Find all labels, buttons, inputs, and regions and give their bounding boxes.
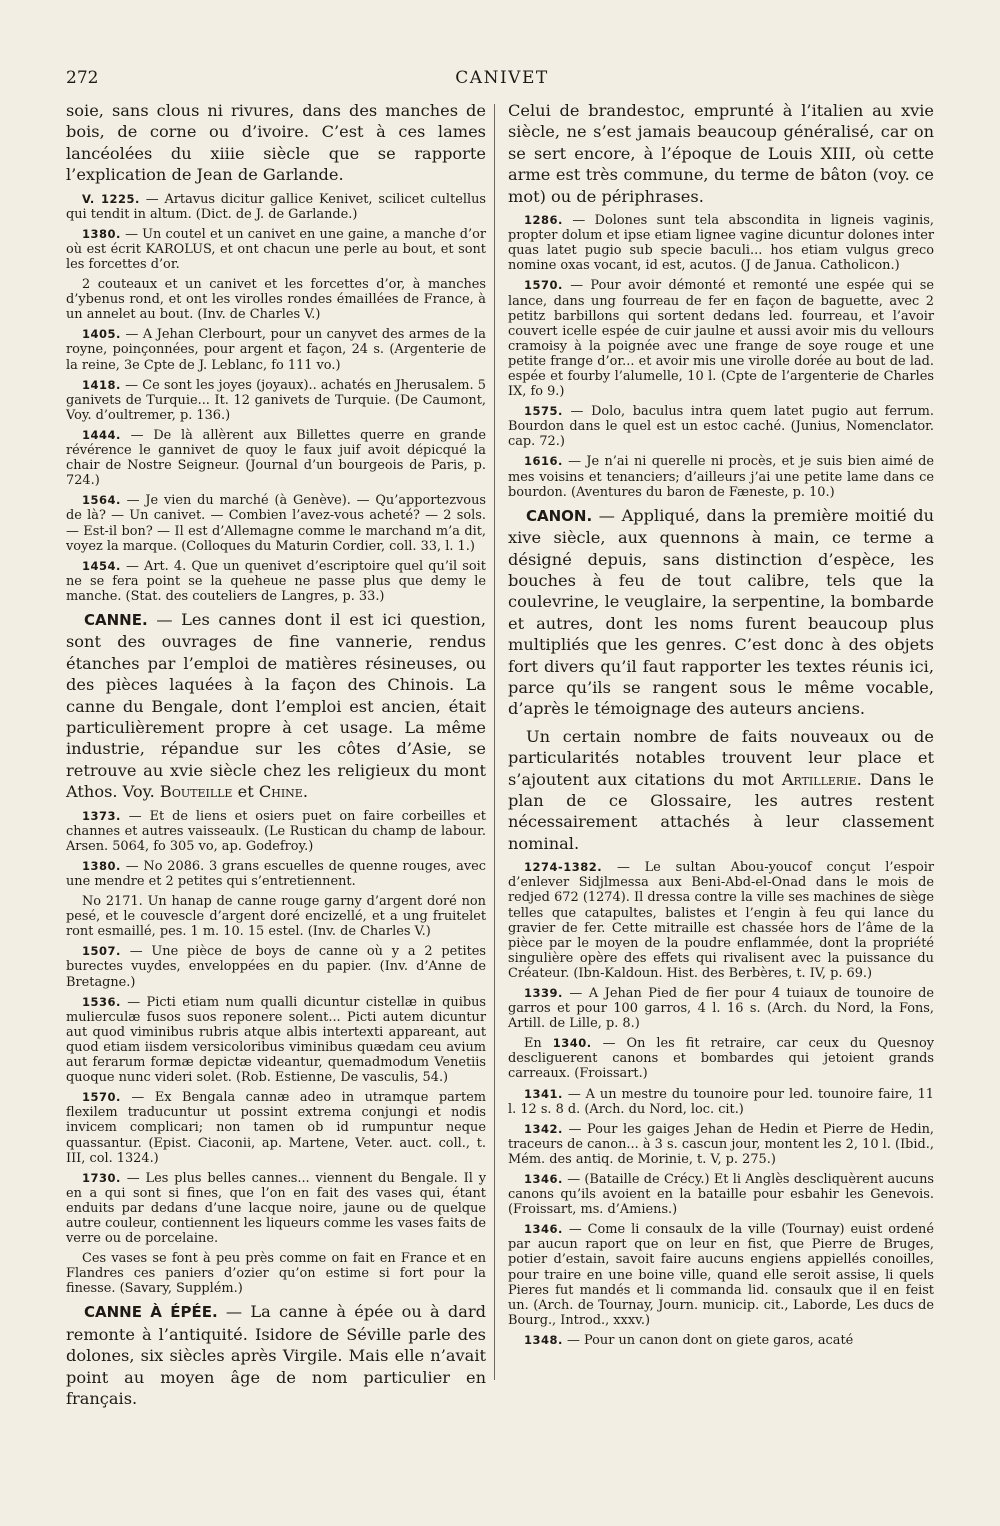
citation-1380-canne-cont: No 2171. Un hanap de canne rouge garny d’argent doré non pesé, et le couvescle d’argent doré encizellé, et a ung fruitelet ront esmaillé, pes. 1 m. 10. 15 estel. (Inv. de Charles V.): [66, 894, 486, 940]
citation-1570: 1570. — Pour avoir démonté et remonté une espée qui se lance, dans ung fourreau de fer en façon de baguette, avec 2 petitz barbillons qui sortent dedans led. fourreau, et l’avoir couvert icelle espée de cuir jaulne et aussi avoir mis du vellours cramoisy à la poignée avec une frange de soye rouge et une petite frange d’or... et avoir mis une virolle dorée au bout de lad. espée et fourby l’alumelle, 10 l. (Cpte de l’argenterie de Charles IX, fo 9.): [508, 278, 934, 400]
column-divider: [494, 104, 495, 1380]
citation-1342: 1342. — Pour les gaiges Jehan de Hedin et Pierre de Hedin, traceurs de canon... à 3 s. cascun jour, montent les 2, 10 l. (Ibid., Mém. des antiq. de Morinie, t. V, p. 275.): [508, 1121, 934, 1167]
left-column: [66, 100, 486, 1415]
entry-canne: CANNE. — Les cannes dont il est ici question, sont des ouvrages de fine vannerie, rendus étanches par l’emploi de matières résineuses, ou des pièces laquées à la façon des Chinois. La canne du Bengale, dont l’emploi est ancien, était particulièrement propre à cet usage. La même industrie, répandue sur les côtes d’Asie, se retrouve au xvie siècle chez les religieux du mont Athos. Voy. Bouteille et Chine.: [66, 609, 486, 802]
cross-ref-artillerie: Artillerie: [781, 769, 857, 789]
cross-ref-bouteille: Bouteille: [159, 782, 233, 802]
citation-1570: 1570. — Ex Bengala cannæ adeo in utramque partem flexilem traducuntur ut possint extrema conjungi et nodis invicem complicari; non tamen ob id rumpuntur neque quassantur. (Epist. Ciaconii, ap. Martene, Veter. auct. coll., t. III, col. 1324.): [66, 1090, 486, 1166]
citation-1380-canne: 1380. — No 2086. 3 grans escuelles de quenne rouges, avec une mendre et 2 petites qui s’entretiennent.: [66, 858, 486, 889]
citation-1341: 1341. — A un mestre du tounoire pour led. tounoire faire, 11 l. 12 s. 8 d. (Arch. du Nord, loc. cit.): [508, 1086, 934, 1117]
right-column: [508, 100, 934, 1353]
citation-1616: 1616. — Je n’ai ni querelle ni procès, et je suis bien aimé de mes voisins et tenanciers; d’ailleurs j’ai une petite lame dans ce bourdon. (Aventures du baron de Fæneste, p. 10.): [508, 454, 934, 500]
citation-1339: 1339. — A Jehan Pied de fier pour 4 tuiaux de tounoire de garros et pour 100 garros, 4 l. 16 s. (Arch. du Nord, la Fons, Artill. de Lille, p. 8.): [508, 985, 934, 1032]
headword-canne-a-epee: CANNE À ÉPÉE.: [84, 1303, 218, 1322]
citation-1730-cont: Ces vases se font à peu près comme on fait en France et en Flandres ces paniers d’ozier qu’on estime si fort pour la finesse. (Savary, Supplém.): [66, 1251, 486, 1297]
paragraph: Celui de brandestoc, emprunté à l’italien au xvie siècle, ne s’est jamais beaucoup généralisé, car on se sert encore, à l’époque de Louis XIII, où cette arme est très commune, du terme de bâton (voy. ce mot) ou de périphrases.: [508, 101, 934, 206]
page-header: [66, 68, 938, 92]
citation-1418: 1418. — Ce sont les joyes (joyaux).. achatés en Jherusalem. 5 ganivets de Turquie... It. 12 ganivets de Turquie. (De Caumont, Voy. d’oultremer, p. 136.): [66, 377, 486, 423]
citation-1286: 1286. — Dolones sunt tela abscondita in ligneis vaginis, propter dolum et ipse etiam lignee vagine dicuntur dolones inter quas latet pugio sub specie baculi... hos etiam vulgus greco nomine oxas vocant, id est, acutos. (J de Janua. Catholicon.): [508, 213, 934, 274]
citation-1348: 1348. — Pour un canon dont on giete garos, acaté: [524, 1332, 854, 1348]
citation-1274-1382: 1274-1382. — Le sultan Abou-youcof conçut l’espoir d’enlever Sidjlmessa aux Beni-Abd-el-Onad dans le mois de redjed 672 (1274). Il dressa contre la ville ses machines de siège telles que catapultes, balistes et l’engin à feu qui lance du gravier de fer. Cette mitraille est chassée hors de l’âme de la pièce par le moyen de la poudre enflammée, dont la propriété singulière opère des effets qui rivalisent avec la puissance du Créateur. (Ibn-Kaldoun. Hist. des Berbères, t. IV, p. 69.): [508, 860, 934, 981]
citation-1346-crecy: 1346. — (Bataille de Crécy.) Et li Anglès descliquèrent aucuns canons qu’ils avoient en la bataille pour esbahir les Genevois. (Froissart, ms. d’Amiens.): [508, 1172, 934, 1218]
citation-1730: 1730. — Les plus belles cannes... viennent du Bengale. Il y en a qui sont si fines, que l’on en fait des vases qui, étant enduits par dedans d’une lacque noire, jaune ou de quelque autre couleur, contiennent les liqueurs comme les vases faits de verre ou de porcelaine.: [66, 1170, 486, 1247]
citation-1405: 1405. — A Jehan Clerbourt, pour un canyvet des armes de la royne, poinçonnées, pour argent et façon, 24 s. (Argenterie de la reine, 3e Cpte de J. Leblanc, fo 111 vo.): [66, 327, 486, 373]
entry-canon: CANON. — Appliqué, dans la première moitié du xive siècle, aux quennons à main, ce terme a désigné depuis, sans distinction d’espèce, les bouches à feu de tout calibre, tels que la coulevrine, le veuglaire, la serpentine, la bombarde et autres, dont les noms furent beaucoup plus multipliés que les genres. C’est donc à des objets fort divers qu’il faut rapporter les textes réunis ici, parce qu’ils se rangent sous le même vocable, d’après le témoignage des auteurs anciens.: [508, 505, 934, 719]
headword-canon: CANON.: [526, 506, 593, 525]
citation-1575: 1575. — Dolo, baculus intra quem latet pugio aut ferrum. Bourdon dans le quel est un estoc caché. (Junius, Nomenclator. cap. 72.): [508, 404, 934, 450]
cross-ref-chine: Chine: [258, 782, 303, 802]
citation-1507: 1507. — Une pièce de boys de canne où y a 2 petites burectes vuydes, enveloppées en du papier. (Inv. d’Anne de Bretagne.): [66, 944, 486, 990]
entry-canne-a-epee: CANNE À ÉPÉE. — La canne à épée ou à dard remonte à l’antiquité. Isidore de Séville parle des dolones, six siècles après Virgile. Mais elle n’avait point au moyen âge de nom particulier en français.: [66, 1302, 486, 1409]
page-number: 272: [66, 68, 99, 88]
citation-1373: 1373. — Et de liens et osiers puet on faire corbeilles et channes et autres vaisseaulx. (Le Rustican du champ de labour. Arsen. 5064, fo 305 vo, ap. Godefroy.): [66, 808, 486, 854]
citation-1454: 1454. — Art. 4. Que un quenivet d’escriptoire quel qu’il soit ne se fera point se la queheue ne passe plus que demy le manche. (Stat. des couteliers de Langres, p. 33.): [66, 558, 486, 604]
citation-1380-cont: 2 couteaux et un canivet et les forcettes d’or, à manches d’ybenus rond, et ont les virolles rondes émaillées de France, à un annelet au bout. (Inv. de Charles V.): [66, 277, 486, 323]
running-title: CANIVET: [455, 68, 549, 88]
citation-1340: En 1340. — On les fit retraire, car ceux du Quesnoy descliguerent canons et bombardes qui jetoient grands carreaux. (Froissart.): [508, 1036, 934, 1082]
citation-1536: 1536. — Picti etiam num qualli dicuntur cistellæ in quibus mulierculæ fusos suos reponere solent... Picti autem dicuntur aut quod viminibus rubris atque albis intertexti appareant, aut quod etiam iisdem versicoloribus viminibus quædam ceu avium aut ferarum formæ depictæ videantur, quemadmodum Venetiis quoque nunc videri solet. (Rob. Estienne, De vasculis, 54.): [66, 994, 486, 1086]
paragraph-canon-2: Un certain nombre de faits nouveaux ou de particularités notables trouvent leur place et s’ajoutent aux citations du mot Artillerie. Dans le plan de ce Glossaire, les autres restent nécessairement attachés à leur classement nominal.: [508, 726, 934, 853]
citation-1444: 1444. — De là allèrent aux Billettes querre en grande révérence le gannivet de quoy le faux juif avoit dépicqué la chair de Nostre Seigneur. (Journal d’un bourgeois de Paris, p. 724.): [66, 427, 486, 489]
citation-1380: 1380. — Un coutel et un canivet en une gaine, a manche d’or où est écrit KAROLUS, et ont chacun une perle au bout, et sont les forcettes d’or.: [66, 226, 486, 272]
paragraph: soie, sans clous ni rivures, dans des manches de bois, de corne ou d’ivoire. C’est à ces lames lancéolées du xiiie siècle que se rapporte l’explication de Jean de Garlande.: [66, 101, 486, 185]
citation-1346-tournay: 1346. — Come li consaulx de la ville (Tournay) euist ordené par aucun raport que on leur en fist, que Pierre de Bruges, potier d’estain, savoit faire aucuns engiens appiellés conoilles, pour traire en une boine ville, quand elle seroit assise, li quels Pieres fut mandés et li commanda lid. consaulx que il en feist un. (Arch. de Tournay, Journ. municip. cit., Laborde, Les ducs de Bourg., Introd., xxxv.): [508, 1222, 934, 1328]
headword-canne: CANNE.: [84, 610, 148, 629]
citation-1564: 1564. — Je vien du marché (à Genève). — Qu’apportezvous de là? — Un canivet. — Combien l’avez-vous acheté? — 2 sols. — Est-il bon? — Il est d’Allemagne comme le marchand m’a dit, voyez la marque. (Colloques du Maturin Cordier, coll. 33, l. 1.): [66, 493, 486, 554]
citation-1225: V. 1225. — Artavus dicitur gallice Kenivet, scilicet cultellus qui tendit in altum. (Dict. de J. de Garlande.): [66, 191, 487, 222]
